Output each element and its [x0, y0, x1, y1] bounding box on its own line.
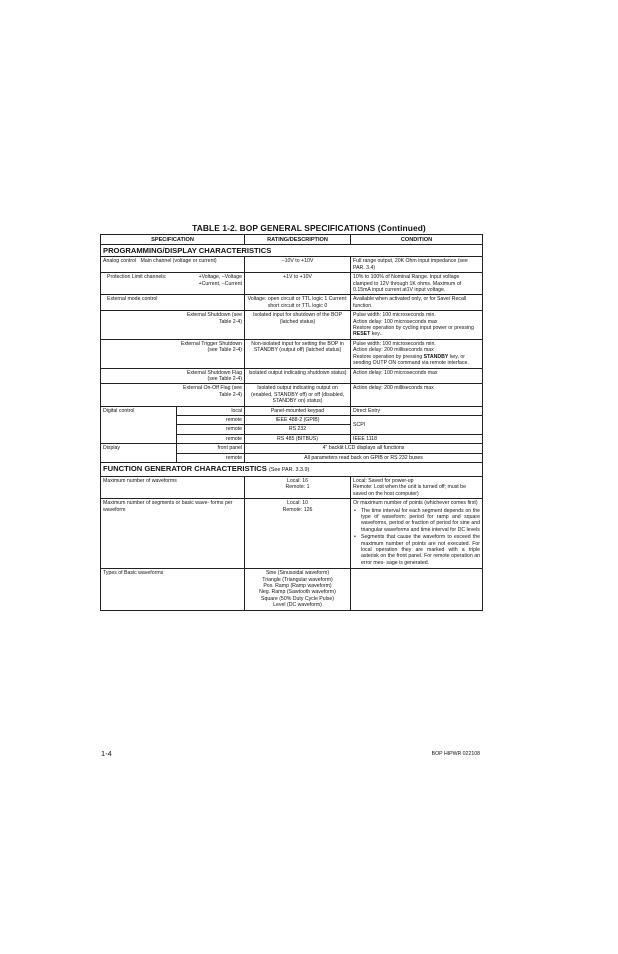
rating-line: Remote: 1 — [285, 484, 310, 491]
standby-key-text: STANDBY — [423, 353, 449, 360]
max-segments-label: Maximum number of segments or basic wave- forms per waveform — [101, 499, 245, 569]
table-row — [101, 311, 483, 340]
ext-mode-condition: Available when activated only, or for Save/ Recall function. — [351, 295, 483, 311]
section-row — [101, 462, 483, 476]
protection-condition: 10% to 100% of Nominal Range. Input voltage clamped to 12V through 1K ohms. Maximum of 0.15mA input current at1V input voltage. — [351, 273, 483, 295]
list-item: Neg. Ramp (Sawtooth waveform) — [259, 589, 336, 596]
table-row — [101, 295, 483, 311]
analog-label: Analog control — [103, 258, 137, 265]
protection-rating: +1V to +10V — [245, 273, 351, 295]
ext-flag-rating: Isolated output indicating shutdown status) — [245, 368, 351, 384]
table-row — [101, 339, 483, 368]
ext-onoff-sub: External On-Off Flag (see Table 2-4) — [177, 384, 245, 406]
digital-rs232: RS 232 — [245, 425, 351, 434]
table-row — [101, 257, 483, 273]
empty-cell — [101, 384, 177, 406]
table-row — [101, 406, 483, 415]
ext-shutdown-rating: Isolated input for shutdown of the BOP (latched status) — [245, 311, 351, 340]
max-waveforms-condition — [351, 476, 483, 498]
header-condition: CONDITION — [351, 235, 483, 245]
display-remote-desc: All parameters read back on GPIB or RS 232 buses — [245, 453, 483, 462]
empty-cell — [101, 311, 177, 340]
list-item: Pos. Ramp (Ramp waveform) — [263, 583, 332, 590]
condition-line: Or maximum number of points (whichever comes first) — [353, 500, 478, 507]
table-title: TABLE 1-2. BOP GENERAL SPECIFICATIONS (Continued) — [192, 223, 426, 233]
condition-bullets — [353, 508, 480, 567]
display-front: front panel — [177, 444, 245, 453]
empty-cell — [351, 569, 483, 610]
page-number: 1-4 — [101, 749, 112, 758]
max-segments-rating — [245, 499, 351, 569]
max-waveforms-rating — [245, 476, 351, 498]
digital-ieee1118: IEEE 1118 — [351, 434, 483, 443]
analog-control-cell — [101, 257, 245, 273]
digital-remote: remote — [177, 425, 245, 434]
ext-shutdown-sub: External Shutdown (see Table 2-4) — [177, 311, 245, 340]
list-item: • The time interval for each segment depends on the type of waveform: period for ramp and square waveforms, period or fraction of period for sine and triangular waveforms and time interval for DC levels — [361, 508, 480, 534]
empty-cell — [101, 339, 177, 368]
list-item: Sine (Sinusoidal waveform) — [265, 570, 330, 577]
header-specification: SPECIFICATION — [101, 235, 245, 245]
protection-sub: +Voltage, –Voltage +Current, –Current — [177, 273, 245, 295]
condition-line: Pulse width: 100 microseconds min. — [353, 340, 436, 347]
rating-line: Local: 10 — [286, 500, 309, 507]
condition-line: Pulse width: 100 microseconds min. — [353, 312, 436, 319]
rating-line: Remote: 126 — [282, 506, 313, 513]
section-row — [101, 245, 483, 257]
digital-local-condition: Direct Entry — [351, 406, 483, 415]
table-row — [101, 569, 483, 610]
display-remote: remote — [177, 453, 245, 462]
table-row — [101, 273, 483, 295]
header-rating: RATING/DESCRIPTION — [245, 235, 351, 245]
condition-line: Remote: Lost when the unit is turned off; must be saved on the host computer) — [353, 484, 466, 497]
ext-shutdown-condition — [351, 311, 483, 340]
list-item: Level (DC waveform) — [273, 602, 322, 609]
display-label: Display — [101, 444, 177, 463]
table-row — [101, 444, 483, 453]
table-row — [101, 499, 483, 569]
types-waveforms-list — [245, 569, 351, 610]
ext-trigger-rating: Non-isolated input for setting the BOP in STANDBY (output off) (latched status) — [245, 339, 351, 368]
ext-flag-sub: External Shutdown Flag (see Table 2-4) — [177, 368, 245, 384]
empty-cell — [101, 368, 177, 384]
ext-mode-label: External mode control — [101, 295, 245, 311]
digital-local: local — [177, 406, 245, 415]
section-programming-display: PROGRAMMING/DISPLAY CHARACTERISTICS — [101, 245, 483, 257]
ext-trigger-condition — [351, 339, 483, 368]
condition-line: Action delay: 200 milliseconds max — [353, 347, 434, 354]
digital-remote: remote — [177, 415, 245, 424]
digital-gpib: IEEE 488-2 (GPIB) — [245, 415, 351, 424]
analog-sub: Main channel (voltage or current) — [140, 258, 217, 265]
digital-control-label: Digital control — [101, 406, 177, 444]
condition-line: Restore operation by pressing STANDBY key, or sending OUTP ON command via remote interface. — [353, 353, 469, 367]
table-row — [101, 368, 483, 384]
list-item: Square (50% Duty Cycle Pulse) — [261, 595, 334, 602]
rating-line: Local: 16 — [286, 477, 309, 484]
table-row — [101, 476, 483, 498]
digital-scpi: SCPI — [351, 415, 483, 434]
ext-mode-rating: Voltage: open circuit or TTL logic 1 Current: short circuit or TTL logic 0 — [245, 295, 351, 311]
condition-line: Local: Saved for power-up — [353, 477, 414, 484]
ext-trigger-sub: External Trigger Shutdown (see Table 2-4) — [177, 339, 245, 368]
max-segments-condition — [351, 499, 483, 569]
specifications-table — [100, 234, 483, 611]
digital-local-rating: Panel-mounted keypad — [245, 406, 351, 415]
ext-onoff-condition: Action delay: 200 milliseconds max — [351, 384, 483, 406]
condition-line: Action delay: 100 microseconds max — [353, 318, 438, 325]
list-item: • Segments that cause the waveform to exceed the maximum number of points are not executed. For local operation they are marked with a triple asterisk on the front panel. For remote operation an error mes- sage is generated. — [361, 534, 480, 566]
analog-rating: –10V to +10V — [245, 257, 351, 273]
section-function-note: (See PAR. 3.3.9) — [268, 466, 310, 473]
reset-key-text: RESET — [353, 331, 371, 338]
digital-rs485: RS 485 (BITBUS) — [245, 434, 351, 443]
ext-flag-condition: Action delay: 100 microseconds max — [351, 368, 483, 384]
types-waveforms-label: Types of Basic waveforms — [101, 569, 245, 610]
header-row — [101, 235, 483, 245]
display-front-desc: 4" backlit LCD displays all functions — [245, 444, 483, 453]
ext-onoff-rating: Isolated output indicating output on (enabled, STANDBY off) or off (disabled, STANDBY on) status) — [245, 384, 351, 406]
section-function-title: FUNCTION GENERATOR CHARACTERISTICS — [103, 463, 267, 473]
list-item: Triangle (Triangular waveform) — [262, 576, 333, 583]
analog-condition: Full range output, 20K Ohm input impedance (see PAR. 3.4) — [351, 257, 483, 273]
max-waveforms-label: Maximum number of waveforms — [101, 476, 245, 498]
document-id: BOP HIPWR 022108 — [431, 751, 480, 757]
protection-label: Protection Limit channels: — [101, 273, 177, 295]
table-row — [101, 384, 483, 406]
digital-remote: remote — [177, 434, 245, 443]
condition-line: Restore operation by cycling input power or pressing RESET key.. — [353, 325, 474, 338]
section-function-generator — [101, 462, 483, 476]
